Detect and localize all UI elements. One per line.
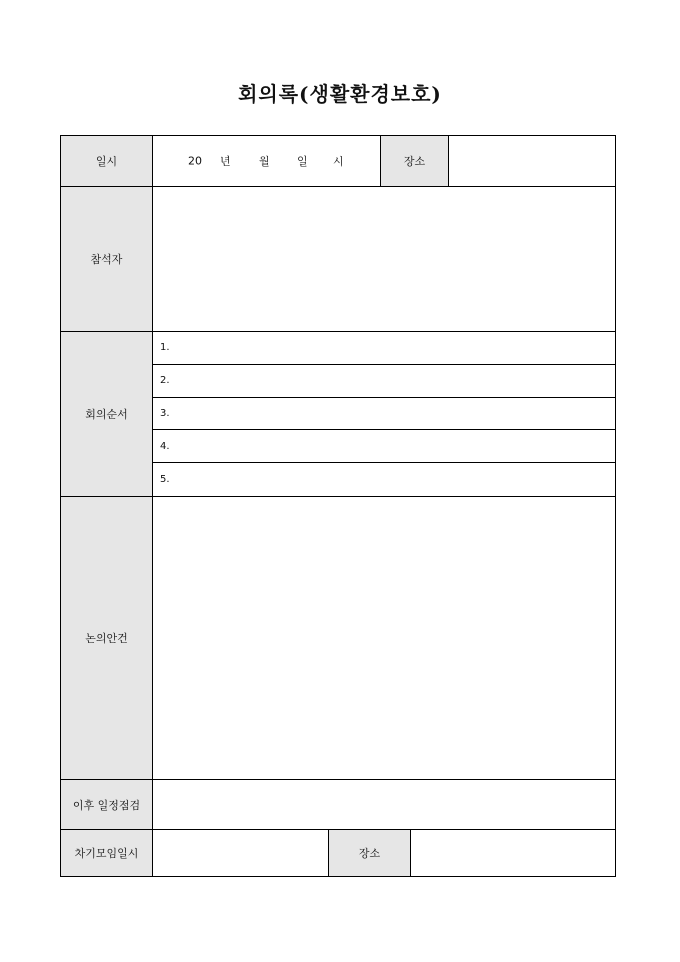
next-meeting-place-label: 장소 bbox=[329, 830, 411, 876]
hour-unit: 시 bbox=[333, 155, 344, 168]
month-unit: 월 bbox=[259, 155, 270, 168]
place-label: 장소 bbox=[381, 136, 449, 186]
year-unit: 년 bbox=[220, 155, 231, 168]
schedule-check-row bbox=[61, 780, 615, 830]
attendees-label: 참석자 bbox=[61, 187, 153, 331]
attendees-field[interactable] bbox=[153, 187, 615, 331]
next-meeting-place-field[interactable] bbox=[411, 830, 615, 876]
agenda-item-4[interactable]: 4. bbox=[153, 430, 615, 463]
discussion-label: 논의안건 bbox=[61, 497, 153, 779]
schedule-check-label: 이후 일정점검 bbox=[61, 780, 153, 829]
agenda-item-5[interactable]: 5. bbox=[160, 474, 170, 486]
next-meeting-row bbox=[61, 830, 615, 876]
next-meeting-label: 차기모임일시 bbox=[61, 830, 153, 876]
datetime-row bbox=[61, 136, 615, 187]
agenda-order-row bbox=[61, 332, 615, 497]
datetime-field[interactable] bbox=[153, 136, 381, 186]
place-field[interactable] bbox=[449, 136, 615, 186]
discussion-row bbox=[61, 497, 615, 780]
agenda-order-label: 회의순서 bbox=[61, 332, 153, 496]
document-title: 회의록(생활환경보호) bbox=[238, 82, 442, 106]
year-prefix: 20 bbox=[188, 154, 202, 168]
day-unit: 일 bbox=[297, 155, 308, 168]
next-meeting-date-field[interactable] bbox=[153, 830, 329, 876]
minutes-form bbox=[60, 135, 616, 877]
schedule-check-field[interactable] bbox=[153, 780, 615, 829]
discussion-field[interactable] bbox=[153, 497, 615, 779]
agenda-item-1[interactable]: 1. bbox=[153, 332, 615, 365]
agenda-item-3[interactable]: 3. bbox=[153, 398, 615, 431]
agenda-item-2[interactable]: 2. bbox=[153, 365, 615, 398]
agenda-order-list bbox=[153, 332, 615, 496]
datetime-label: 일시 bbox=[61, 136, 153, 186]
attendees-row bbox=[61, 187, 615, 332]
